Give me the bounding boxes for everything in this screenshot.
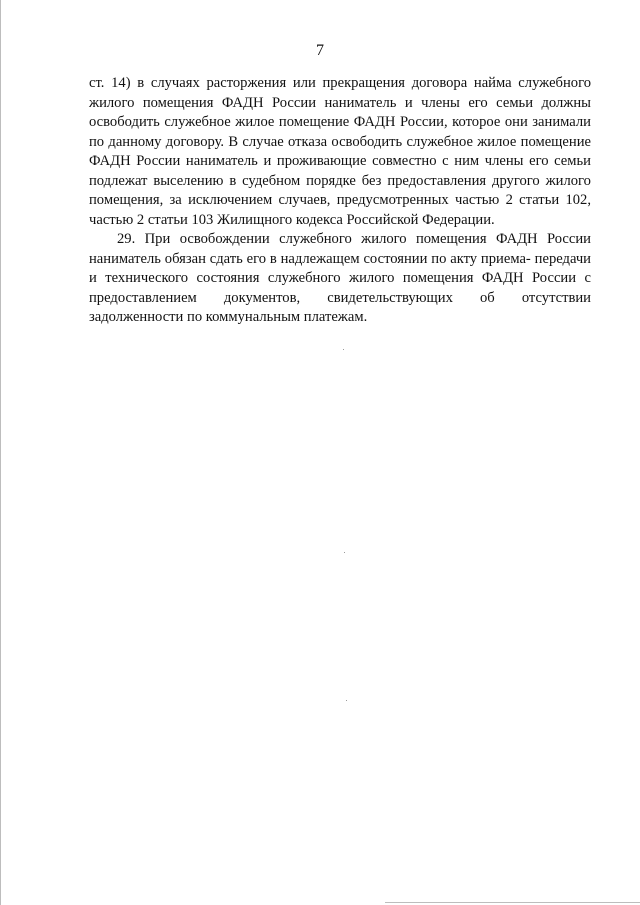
text-line: наниматель обязан сдать его в надлежащем состоянии по акту приема- xyxy=(89,250,531,267)
page-number: 7 xyxy=(316,42,324,59)
scan-speck xyxy=(346,700,347,701)
text-line: ст. 14) в случаях расторжения или прекращения договора найма служебного xyxy=(89,75,591,91)
scan-speck xyxy=(344,552,345,553)
scan-bottom-edge xyxy=(385,902,640,903)
text-line: передачи и технического состояния служебного жилого помещения ФАДН xyxy=(89,250,591,286)
text-line: России с предоставлением документов, свидетельствующих об отсутствии xyxy=(89,270,591,306)
paragraph-tenant-eviction xyxy=(89,74,591,230)
text-line: его семьи подлежат выселению в судебном порядке без предоставления xyxy=(89,153,591,189)
text-line: освободить служебное жилое помещение ФАДН России, которое они xyxy=(89,114,528,130)
text-line: жилого помещения ФАДН России наниматель и члены его семьи должны xyxy=(89,94,591,111)
scan-speck xyxy=(343,349,344,350)
text-line: частью 2 статьи 102, частью 2 статьи 103 Жилищного кодекса Российской xyxy=(89,192,591,228)
scan-left-edge xyxy=(0,0,1,905)
paragraph-29-release-procedure xyxy=(89,230,591,328)
text-line: 29. При освобождении служебного жилого помещения ФАДН России xyxy=(117,231,591,247)
text-line: Федерации. xyxy=(422,211,495,228)
text-line: помещение ФАДН России наниматель и проживающие совместно с ним члены xyxy=(89,133,591,169)
document-body xyxy=(89,74,591,328)
text-line: другого жилого помещения, за исключением случаев, предусмотренных xyxy=(89,172,591,208)
text-line: занимали по данному договору. В случае отказа освободить служебное жилое xyxy=(89,114,591,150)
text-line: задолженности по коммунальным платежам. xyxy=(89,309,368,325)
